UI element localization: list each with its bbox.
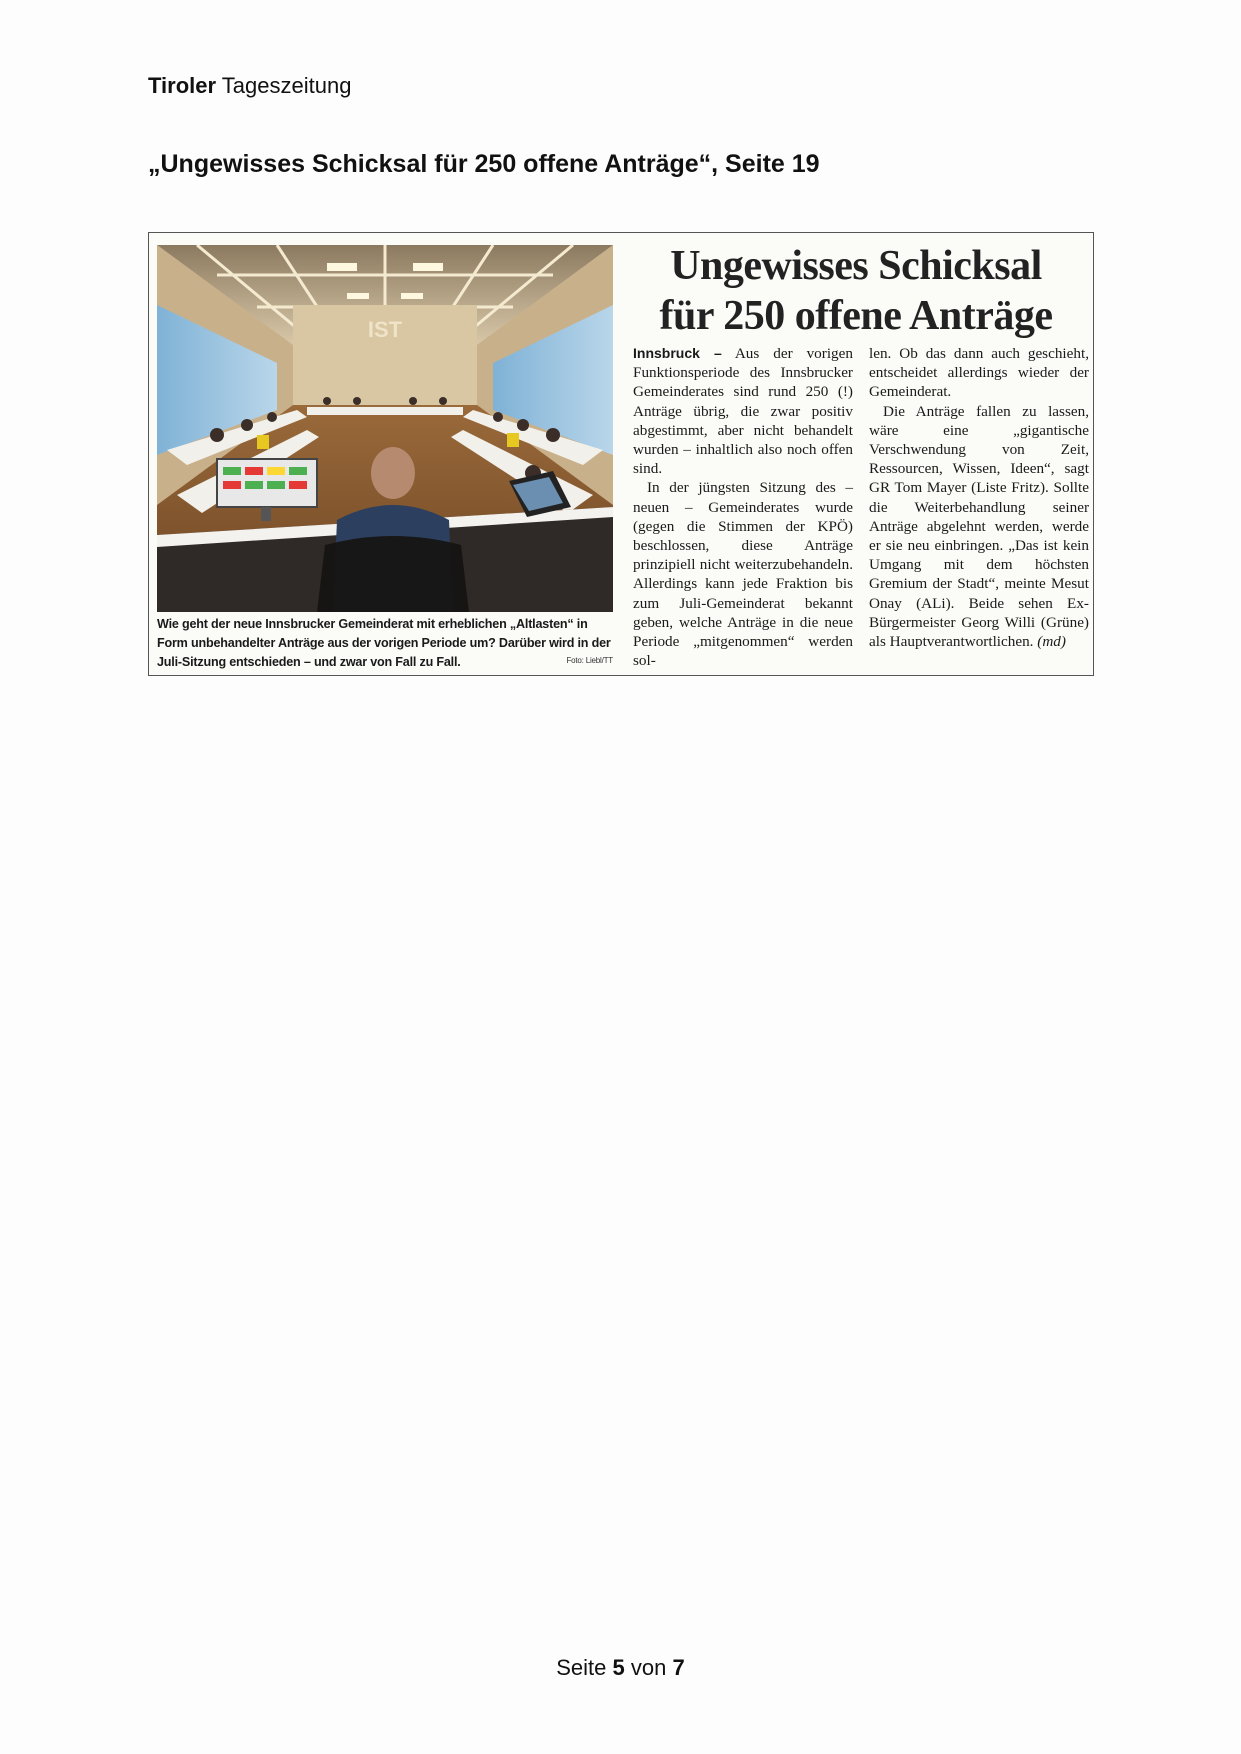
council-meeting-illustration (157, 245, 613, 612)
photo-credit: Foto: Liebl/TT (566, 656, 613, 665)
article-paragraph-1-text: Aus der vorigen Funktionsperiode des Innsbrucker Gemeinderates sind rund 250 (!) Anträge übrig, die zwar positiv abgestimmt, aber nicht behandelt wurden – inhaltlich also noch offen sind. (633, 345, 853, 478)
article-paragraph-2: In der jüngsten Sitzung des – neuen – Gemeinderates wurde (gegen die Stimmen der KPÖ) beschlossen, diese Anträge prinzipiell nicht weiterzubehandeln. Allerdings kann jede Fraktion bis zum Juli-Gemeinderat bekannt geben, welche Anträge in die neue Periode „mitgenommen“ werden sol- (633, 479, 853, 670)
page-footer (0, 1654, 1241, 1682)
article-column-1 (633, 344, 853, 670)
author-signature: (md) (1037, 633, 1066, 651)
clipping-headline: „Ungewisses Schicksal für 250 offene Anträge“, Seite 19 (148, 150, 820, 178)
newspaper-clipping (148, 232, 1094, 676)
photo-caption-text: Wie geht der neue Innsbrucker Gemeinderat mit erheblichen „Altlasten“ in Form unbehandelter Anträge aus der vorigen Periode um? Darüber wird in der Juli-Sitzung entschieden – und zwar von Fall zu Fall. (157, 617, 611, 669)
article-title (625, 241, 1087, 341)
publication-name-rest: Tageszeitung (221, 73, 352, 98)
footer-page-total: 7 (672, 1655, 685, 1680)
council-meeting-photo (157, 245, 613, 612)
article-paragraph-4-text: Die Anträge fallen zu lassen, wäre eine „gigantische Verschwendung von Zeit, Ressourcen, Wissen, Ideen“, sagt GR Tom Mayer (Liste Fritz). Sollte die Weiterbehandlung seiner Anträge abgelehnt werden, werde er sie neu einbringen. „Das ist kein Umgang mit dem höchsten Gremium der Stadt“, meinte Mesut Onay (ALi). Beide sehen Ex-Bürgermeister Georg Willi (Grüne) als Hauptverantwortlichen. (869, 402, 1089, 651)
article-paragraph-3: len. Ob das dann auch geschieht, entscheidet allerdings wieder der Gemeinderat. (869, 345, 1089, 401)
photo-caption (157, 615, 613, 672)
article-title-line-1: Ungewisses Schicksal (670, 243, 1042, 289)
footer-word-of: von (630, 1655, 667, 1680)
article-dateline: Innsbruck – (633, 345, 722, 361)
article-title-line-2: für 250 offene Anträge (659, 293, 1053, 339)
publication-name-bold: Tiroler (148, 73, 217, 98)
footer-word-page: Seite (556, 1655, 607, 1680)
footer-page-number: 5 (612, 1655, 625, 1680)
article-paragraph-4 (869, 402, 1089, 652)
article-paragraph-1 (633, 344, 853, 478)
article-column-2 (869, 344, 1089, 651)
publication-name (148, 72, 351, 100)
wall-sign-text: IST (367, 317, 403, 342)
